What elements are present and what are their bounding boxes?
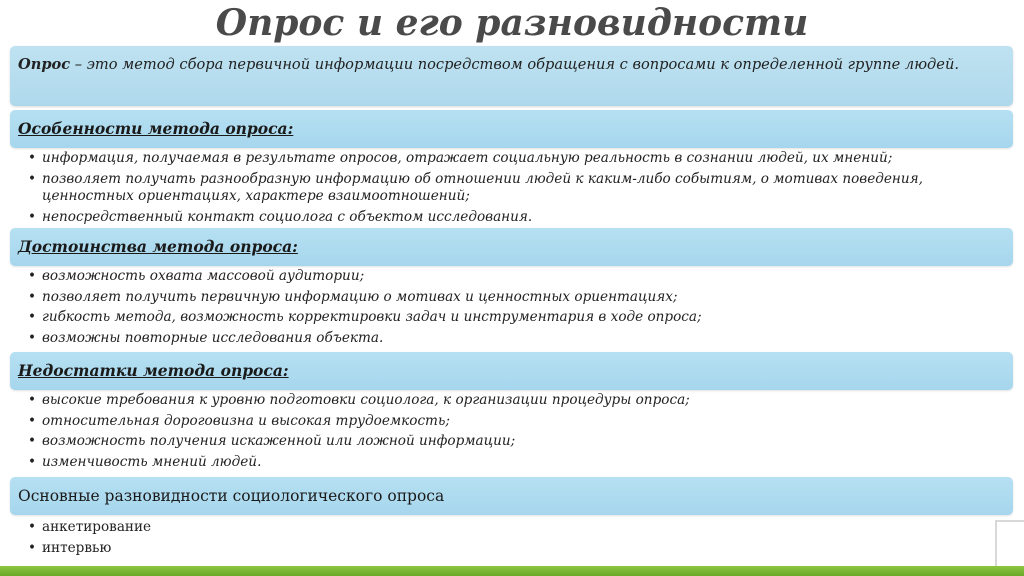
list-item: • непосредственный контакт социолога с объектом исследования.	[28, 209, 988, 227]
section-features-header	[10, 110, 1013, 148]
list-item: • информация, получаемая в результате опросов, отражает социальную реальность в сознании людей, их мнений;	[28, 150, 988, 168]
list-item: • анкетирование	[28, 519, 988, 537]
bottom-accent-bar	[0, 566, 1024, 576]
slide-title: Опрос и его разновидности	[215, 2, 809, 44]
definition-term: Опрос	[18, 56, 71, 73]
list-item: • возможны повторные исследования объекта.	[28, 330, 988, 348]
list-item: • позволяет получать разнообразную информацию об отношении людей к каким-либо событиям, о мотивах поведения, ценностных ориентациях, характере взаимоотношений;	[28, 171, 988, 206]
list-item: • гибкость метода, возможность корректировки задач и инструментария в ходе опроса;	[28, 309, 988, 327]
list-item: • интервью	[28, 540, 988, 558]
section-features-heading: Особенности метода опроса:	[18, 119, 294, 138]
section-advantages-heading: Достоинства метода опроса:	[18, 237, 298, 256]
section-disadvantages-heading: Недостатки метода опроса:	[18, 361, 289, 380]
section-types-list	[28, 519, 988, 560]
section-disadvantages-header	[10, 352, 1013, 390]
definition-panel	[10, 46, 1013, 106]
section-disadvantages-list	[28, 392, 988, 474]
section-advantages-list	[28, 268, 988, 350]
section-types-heading: Основные разновидности социологического опроса	[18, 487, 445, 505]
list-item: • высокие требования к уровню подготовки социолога, к организации процедуры опроса;	[28, 392, 988, 410]
list-item: • изменчивость мнений людей.	[28, 454, 988, 472]
list-item: • возможность охвата массовой аудитории;	[28, 268, 988, 286]
definition-body: – это метод сбора первичной информации посредством обращения с вопросами к определенной группе людей.	[70, 56, 959, 73]
list-item: • позволяет получить первичную информацию о мотивах и ценностных ориентациях;	[28, 289, 988, 307]
list-item: • возможность получения искаженной или ложной информации;	[28, 433, 988, 451]
section-features-list	[28, 150, 988, 229]
list-item: • относительная дороговизна и высокая трудоемкость;	[28, 413, 988, 431]
section-types-header	[10, 477, 1013, 515]
definition-text	[18, 55, 1003, 75]
section-advantages-header	[10, 228, 1013, 266]
decorative-frame	[995, 520, 1024, 566]
